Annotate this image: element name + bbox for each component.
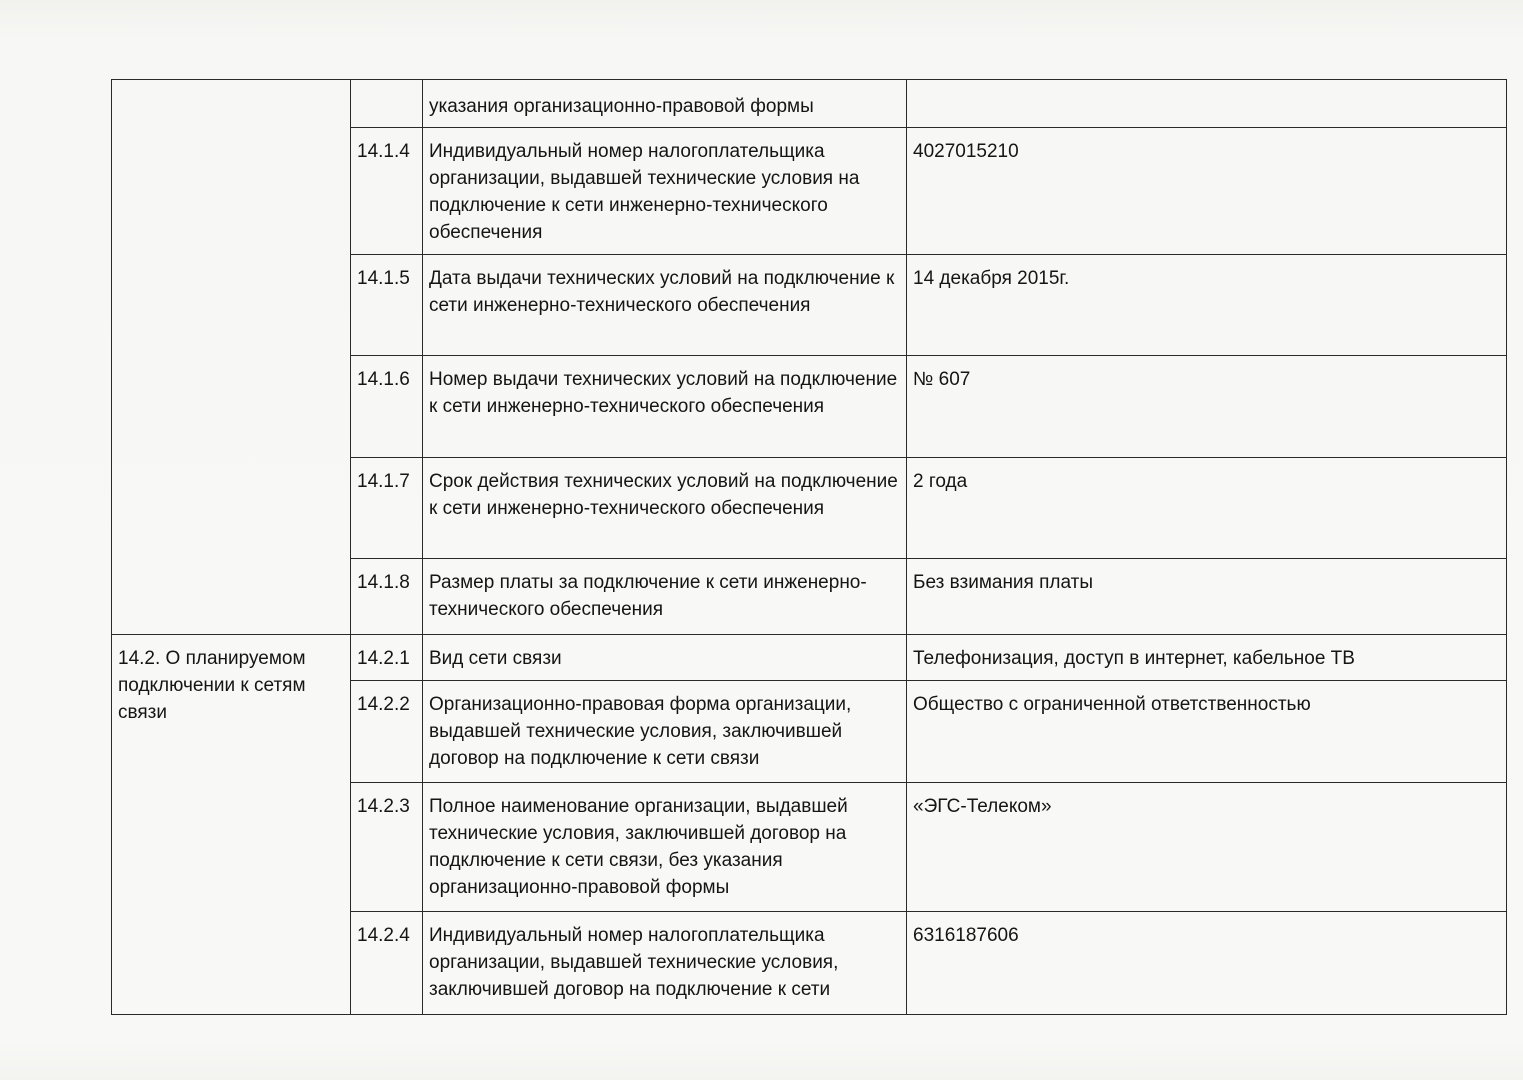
row-value: Общество с ограниченной ответственностью [907, 681, 1507, 783]
row-number: 14.1.8 [351, 559, 423, 635]
row-value: Без взимания платы [907, 559, 1507, 635]
row-number: 14.2.4 [351, 912, 423, 1015]
row-label: Срок действия технических условий на подключение к сети инженерно-технического обеспечения [423, 458, 907, 559]
row-number: 14.1.7 [351, 458, 423, 559]
row-number: 14.2.1 [351, 635, 423, 681]
row-label: Полное наименование организации, выдавшей технические условия, заключившей договор на подключение к сети связи, без указания организационно-правовой формы [423, 783, 907, 912]
row-label: Организационно-правовая форма организации, выдавшей технические условия, заключившей договор на подключение к сети связи [423, 681, 907, 783]
row-number: 14.1.4 [351, 128, 423, 255]
row-value: 2 года [907, 458, 1507, 559]
row-label: Дата выдачи технических условий на подключение к сети инженерно-технического обеспечения [423, 255, 907, 356]
row-number: 14.2.3 [351, 783, 423, 912]
row-value: № 607 [907, 356, 1507, 458]
table-row [112, 635, 1507, 681]
section-cell-14-2 [112, 635, 351, 1015]
row-value: «ЭГС-Телеком» [907, 783, 1507, 912]
row-label: Индивидуальный номер налогоплательщика организации, выдавшей технические условия на подключение к сети инженерно-технического обеспечения [423, 128, 907, 255]
row-number: 14.1.6 [351, 356, 423, 458]
row-number: 14.1.5 [351, 255, 423, 356]
row-value [907, 80, 1507, 128]
row-number [351, 80, 423, 128]
row-value: 4027015210 [907, 128, 1507, 255]
project-declaration-table [111, 79, 1507, 1015]
row-label: Размер платы за подключение к сети инженерно-технического обеспечения [423, 559, 907, 635]
row-value: Телефонизация, доступ в интернет, кабельное ТВ [907, 635, 1507, 681]
row-label: Номер выдачи технических условий на подключение к сети инженерно-технического обеспечения [423, 356, 907, 458]
section-title: 14.2. О планируемом подключении к сетям связи [118, 648, 306, 723]
row-label: Вид сети связи [423, 635, 907, 681]
table-row [112, 80, 1507, 128]
section-cell-14-1 [112, 80, 351, 635]
row-label: Индивидуальный номер налогоплательщика организации, выдавшей технические условия, заключившей договор на подключение к сети [423, 912, 907, 1015]
row-number: 14.2.2 [351, 681, 423, 783]
row-value: 14 декабря 2015г. [907, 255, 1507, 356]
row-label: указания организационно-правовой формы [423, 80, 907, 128]
row-value: 6316187606 [907, 912, 1507, 1015]
